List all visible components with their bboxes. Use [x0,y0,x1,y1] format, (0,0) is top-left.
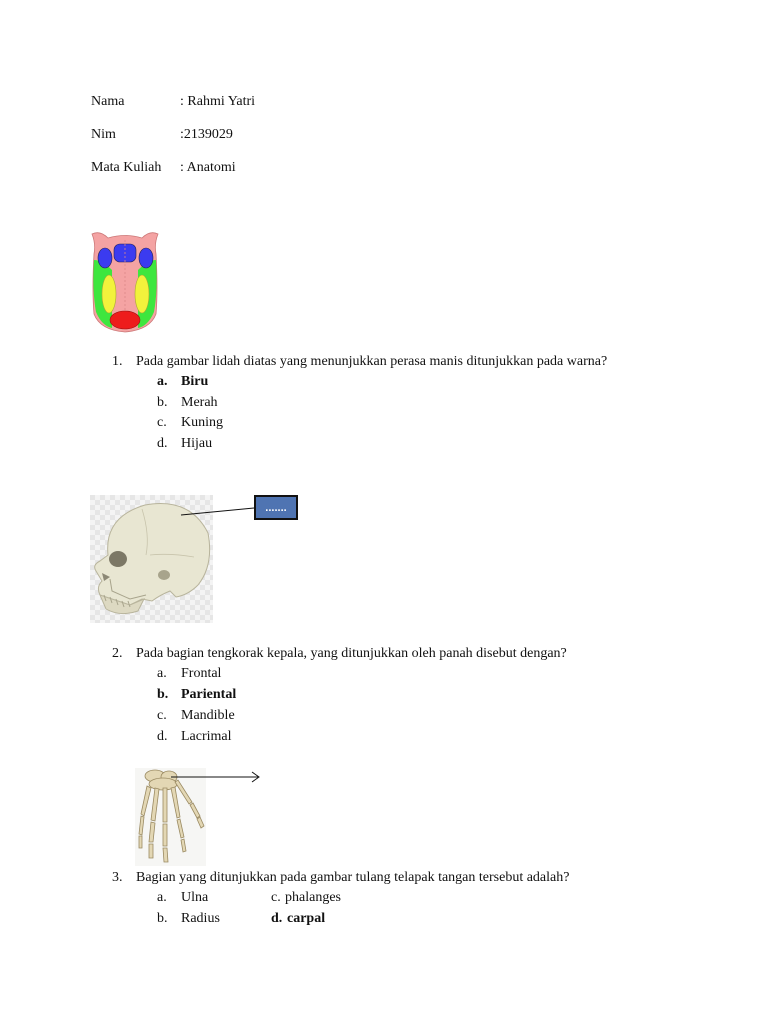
q2-option-a-text: Frontal [181,666,222,681]
q1-option-a-letter: a. [157,374,168,389]
q2-option-b-text: Pariental [181,687,237,702]
hand-pointer-arrow [170,770,262,784]
q2-option-d-letter: d. [157,729,168,744]
question-3-text: Bagian yang ditunjukkan pada gambar tulang telapak tangan tersebut adalah? [136,870,570,885]
q3-option-b-letter: b. [157,911,168,926]
q1-option-c-letter: c. [157,415,167,430]
name-value: : Rahmi Yatri [180,94,256,109]
q2-option-d-text: Lacrimal [181,729,232,744]
question-1-number: 1. [112,354,123,369]
nim-value: :2139029 [180,127,233,142]
q3-option-c-letter: c. [271,890,281,905]
q3-option-a-letter: a. [157,890,167,905]
answer-blank-box: ....... [254,495,298,520]
course-value: : Anatomi [180,160,236,175]
q2-option-b-letter: b. [157,687,169,702]
q2-option-c-text: Mandible [181,708,235,723]
q2-option-c-letter: c. [157,708,167,723]
q3-option-b-text: Radius [181,911,220,926]
question-2-number: 2. [112,646,123,661]
q2-option-a-letter: a. [157,666,167,681]
question-3-number: 3. [112,870,123,885]
q1-option-b-letter: b. [157,395,168,410]
q1-option-a-text: Biru [181,374,209,389]
tongue-taste-map-image [90,230,160,334]
question-1-text: Pada gambar lidah diatas yang menunjukkan perasa manis ditunjukkan pada warna? [136,354,608,369]
nim-label: Nim [91,127,116,142]
q1-option-d-text: Hijau [181,436,213,451]
q3-option-d-text: carpal [287,911,326,926]
q3-option-c-text: phalanges [285,890,341,905]
q1-option-d-letter: d. [157,436,168,451]
question-2-text: Pada bagian tengkorak kepala, yang ditunjukkan oleh panah disebut dengan? [136,646,567,661]
q3-option-d-letter: d. [271,911,283,926]
q1-option-b-text: Merah [181,395,218,410]
q3-option-a-text: Ulna [181,890,209,905]
q1-option-c-text: Kuning [181,415,223,430]
name-label: Nama [91,94,125,109]
course-label: Mata Kuliah [91,160,162,175]
skull-pointer-arrow [180,505,256,517]
